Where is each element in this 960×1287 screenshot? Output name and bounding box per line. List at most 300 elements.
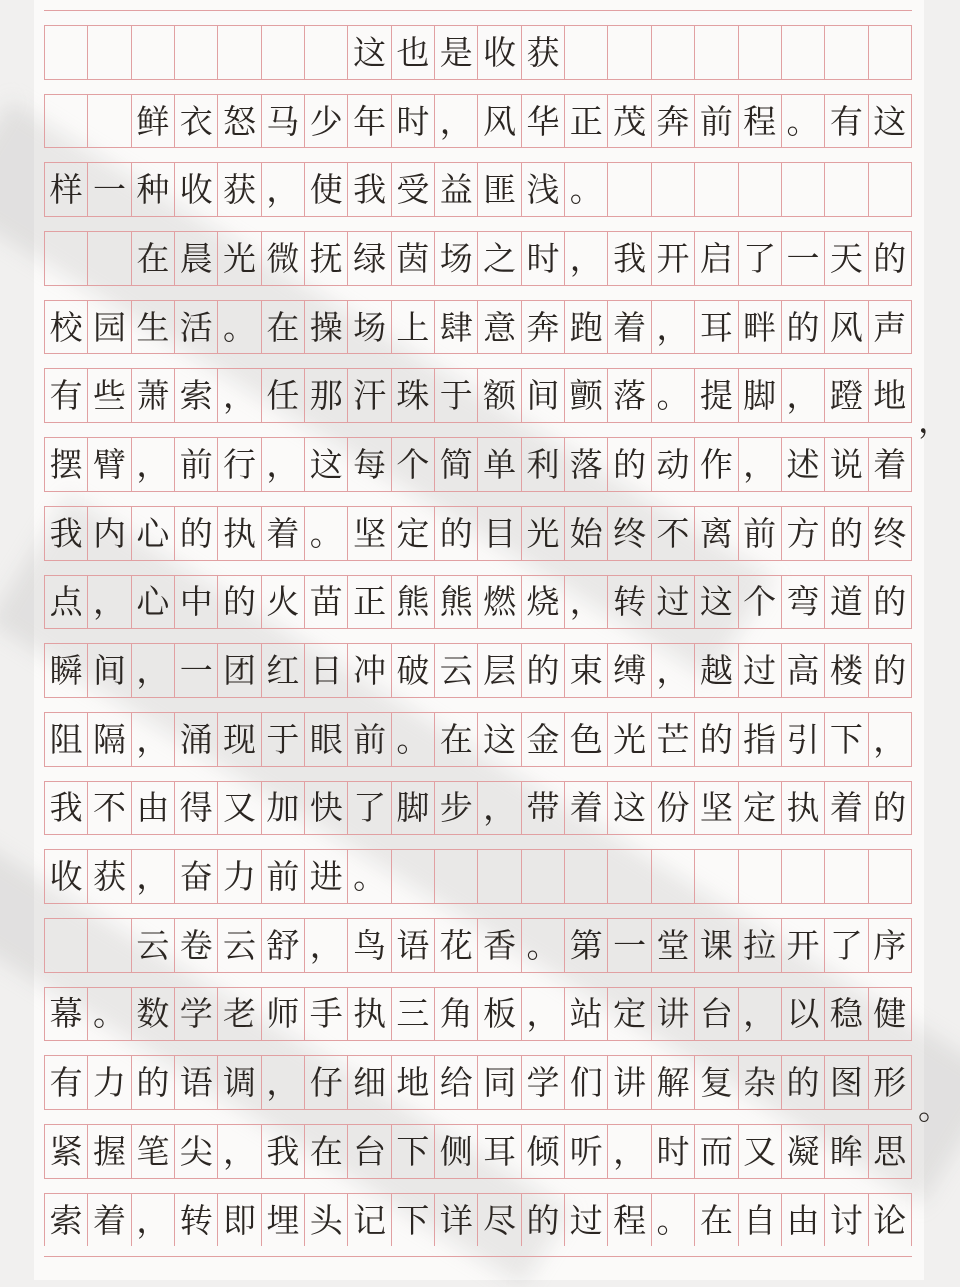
grid-cell: 楼 <box>825 644 868 697</box>
grid-cell: 自 <box>739 1194 782 1247</box>
row-separator-band <box>44 79 912 95</box>
grid-cell: 站 <box>565 988 608 1041</box>
grid-cell: 启 <box>695 232 738 285</box>
grid-cell: 记 <box>348 1194 391 1247</box>
text-row <box>44 697 912 766</box>
grid-cell: 萧 <box>132 369 175 422</box>
grid-cell: 越 <box>695 644 738 697</box>
grid-bottom-line <box>44 1256 912 1257</box>
grid-cell: 地 <box>869 369 912 422</box>
grid-cell: 获 <box>88 850 131 903</box>
grid-cell: 光 <box>218 232 261 285</box>
grid-cell: 老 <box>218 988 261 1041</box>
grid-cell: 份 <box>652 782 695 835</box>
grid-cell: 校 <box>45 301 88 354</box>
grid-cell: 力 <box>88 1056 131 1109</box>
grid-cell: 鸟 <box>348 919 391 972</box>
grid-cell: 。 <box>88 988 131 1041</box>
grid-cell: 畔 <box>739 301 782 354</box>
grid-cell: 语 <box>392 919 435 972</box>
grid-cell: 云 <box>435 644 478 697</box>
grid-cell <box>305 26 348 79</box>
grid-cell: 鲜 <box>132 95 175 148</box>
grid-cell: 瞬 <box>45 644 88 697</box>
grid-cell: 我 <box>348 163 391 216</box>
grid-cell: 坚 <box>695 782 738 835</box>
grid-cell: 的 <box>782 301 825 354</box>
grid-cell: 角 <box>435 988 478 1041</box>
grid-cell: 的 <box>869 232 912 285</box>
grid-cell: 埋 <box>262 1194 305 1247</box>
grid-cell: 华 <box>522 95 565 148</box>
grid-cell: 详 <box>435 1194 478 1247</box>
cell-strip <box>44 232 912 285</box>
grid-cell: 稳 <box>825 988 868 1041</box>
grid-cell: 索 <box>45 1194 88 1247</box>
grid-cell: 前 <box>739 507 782 560</box>
grid-cell: 眸 <box>825 1125 868 1178</box>
grid-cell: ， <box>739 988 782 1041</box>
grid-cell: 形 <box>869 1056 912 1109</box>
grid-cell: 开 <box>782 919 825 972</box>
grid-cell: 落 <box>608 369 651 422</box>
grid-cell <box>218 26 261 79</box>
cell-strip <box>44 1056 912 1109</box>
grid-cell: 金 <box>522 713 565 766</box>
row-separator-band <box>44 766 912 782</box>
grid-cell: 的 <box>522 644 565 697</box>
grid-cell: 快 <box>305 782 348 835</box>
cell-strip <box>44 163 912 216</box>
grid-cell <box>695 163 738 216</box>
grid-cell: 晨 <box>175 232 218 285</box>
grid-cell: 获 <box>218 163 261 216</box>
grid-cell: 也 <box>392 26 435 79</box>
grid-cell: 的 <box>695 713 738 766</box>
grid-cell: 给 <box>435 1056 478 1109</box>
grid-cell <box>825 26 868 79</box>
grid-cell: 。 <box>782 95 825 148</box>
grid-cell: 序 <box>869 919 912 972</box>
grid-cell: 讲 <box>608 1056 651 1109</box>
grid-cell: 高 <box>782 644 825 697</box>
grid-cell: 花 <box>435 919 478 972</box>
grid-cell: 个 <box>392 438 435 491</box>
grid-cell: 之 <box>478 232 521 285</box>
grid-cell: 述 <box>782 438 825 491</box>
grid-cell: 脚 <box>392 782 435 835</box>
grid-cell: 奋 <box>175 850 218 903</box>
grid-cell: 声 <box>869 301 912 354</box>
grid-cell: 台 <box>348 1125 391 1178</box>
cell-strip <box>44 1125 912 1178</box>
grid-cell: 板 <box>478 988 521 1041</box>
grid-cell: 时 <box>522 232 565 285</box>
grid-cell: 紧 <box>45 1125 88 1178</box>
grid-cell: 的 <box>218 576 261 629</box>
grid-cell: 尽 <box>478 1194 521 1247</box>
grid-cell: ， <box>435 95 478 148</box>
grid-cell: 每 <box>348 438 391 491</box>
grid-cell <box>652 26 695 79</box>
grid-cell: 中 <box>175 576 218 629</box>
grid-cell: 前 <box>348 713 391 766</box>
cell-strip <box>44 919 912 972</box>
grid-cell <box>88 919 131 972</box>
grid-cell: 任 <box>262 369 305 422</box>
grid-cell: 正 <box>348 576 391 629</box>
grid-cell: 团 <box>218 644 261 697</box>
grid-cell <box>652 163 695 216</box>
grid-cell: 了 <box>739 232 782 285</box>
grid-cell: ， <box>262 438 305 491</box>
grid-cell: 着 <box>825 782 868 835</box>
grid-cell: 园 <box>88 301 131 354</box>
grid-cell: 破 <box>392 644 435 697</box>
grid-cell: 云 <box>132 919 175 972</box>
grid-cell: 汗 <box>348 369 391 422</box>
grid-cell: 转 <box>175 1194 218 1247</box>
grid-cell: ， <box>739 438 782 491</box>
grid-cell: 第 <box>565 919 608 972</box>
grid-cell: 上 <box>392 301 435 354</box>
row-separator-band <box>44 491 912 507</box>
grid-cell: 。 <box>652 369 695 422</box>
grid-cell: 年 <box>348 95 391 148</box>
grid-cell: 力 <box>218 850 261 903</box>
grid-cell: ， <box>132 1194 175 1247</box>
grid-cell: 的 <box>782 1056 825 1109</box>
grid-cell: 开 <box>652 232 695 285</box>
grid-cell: 同 <box>478 1056 521 1109</box>
grid-cell: 那 <box>305 369 348 422</box>
grid-cell: 操 <box>305 301 348 354</box>
grid-cell <box>88 26 131 79</box>
grid-cell: 在 <box>262 301 305 354</box>
grid-cell: 些 <box>88 369 131 422</box>
grid-cell: 课 <box>695 919 738 972</box>
row-separator-band <box>44 972 912 988</box>
grid-cell: 烧 <box>522 576 565 629</box>
grid-cell: 于 <box>435 369 478 422</box>
grid-cell: ， <box>305 919 348 972</box>
grid-cell: 过 <box>565 1194 608 1247</box>
grid-cell: 的 <box>132 1056 175 1109</box>
grid-cell: 笔 <box>132 1125 175 1178</box>
cell-strip <box>44 507 912 560</box>
grid-cell: 下 <box>392 1125 435 1178</box>
grid-cell: 。 <box>305 507 348 560</box>
text-row <box>44 834 912 903</box>
grid-cell: 活 <box>175 301 218 354</box>
grid-cell: 的 <box>869 576 912 629</box>
grid-cell: 细 <box>348 1056 391 1109</box>
grid-cell: 着 <box>608 301 651 354</box>
composition-grid <box>44 10 912 1246</box>
grid-cell: 三 <box>392 988 435 1041</box>
grid-cell: 奔 <box>652 95 695 148</box>
grid-cell: 倾 <box>522 1125 565 1178</box>
grid-cell: 颤 <box>565 369 608 422</box>
grid-cell: 抚 <box>305 232 348 285</box>
grid-cell <box>45 26 88 79</box>
grid-cell: 们 <box>565 1056 608 1109</box>
grid-cell: 着 <box>869 438 912 491</box>
grid-cell: 有 <box>45 1056 88 1109</box>
grid-cell: 耳 <box>478 1125 521 1178</box>
grid-cell: 日 <box>305 644 348 697</box>
cell-strip <box>44 644 912 697</box>
grid-cell <box>739 850 782 903</box>
grid-cell <box>608 850 651 903</box>
text-row <box>44 628 912 697</box>
grid-cell: 我 <box>262 1125 305 1178</box>
grid-cell: ， <box>565 576 608 629</box>
row-separator-band <box>44 285 912 301</box>
grid-cell: 天 <box>825 232 868 285</box>
grid-cell: 以 <box>782 988 825 1041</box>
grid-cell: 马 <box>262 95 305 148</box>
text-row <box>44 903 912 972</box>
grid-cell: 耳 <box>695 301 738 354</box>
text-row <box>44 972 912 1041</box>
grid-cell: 这 <box>695 576 738 629</box>
grid-cell: 。 <box>652 1194 695 1247</box>
grid-cell: ， <box>652 301 695 354</box>
grid-cell: 色 <box>565 713 608 766</box>
text-row <box>44 1040 912 1109</box>
grid-cell: 得 <box>175 782 218 835</box>
text-row <box>44 353 912 422</box>
grid-cell: 额 <box>478 369 521 422</box>
grid-cell: 臂 <box>88 438 131 491</box>
grid-cell <box>608 26 651 79</box>
grid-cell: 我 <box>45 507 88 560</box>
grid-cell: ， <box>88 576 131 629</box>
grid-cell: 燃 <box>478 576 521 629</box>
grid-cell: 个 <box>739 576 782 629</box>
grid-cell: 着 <box>88 1194 131 1247</box>
row-separator-band <box>44 147 912 163</box>
grid-cell: 程 <box>608 1194 651 1247</box>
grid-cell: 堂 <box>652 919 695 972</box>
grid-cell: 了 <box>348 782 391 835</box>
grid-cell: 隔 <box>88 713 131 766</box>
grid-cell: 卷 <box>175 919 218 972</box>
grid-cell: 台 <box>695 988 738 1041</box>
grid-cell <box>132 26 175 79</box>
grid-cell: 这 <box>478 713 521 766</box>
grid-cell: 的 <box>869 644 912 697</box>
grid-cell: ， <box>652 644 695 697</box>
grid-cell: 收 <box>175 163 218 216</box>
grid-cell: 时 <box>392 95 435 148</box>
grid-cell: 图 <box>825 1056 868 1109</box>
grid-cell <box>782 26 825 79</box>
grid-cell: 芒 <box>652 713 695 766</box>
cell-strip <box>44 713 912 766</box>
grid-cell: 茵 <box>392 232 435 285</box>
grid-cell: 层 <box>478 644 521 697</box>
grid-cell <box>825 163 868 216</box>
grid-cell: 受 <box>392 163 435 216</box>
grid-cell: 由 <box>782 1194 825 1247</box>
grid-cell: 浅 <box>522 163 565 216</box>
grid-cell: 下 <box>392 1194 435 1247</box>
grid-cell: 地 <box>392 1056 435 1109</box>
grid-cell: 束 <box>565 644 608 697</box>
grid-cell: 茂 <box>608 95 651 148</box>
grid-cell: 数 <box>132 988 175 1041</box>
grid-cell: 执 <box>218 507 261 560</box>
grid-cell: 心 <box>132 576 175 629</box>
cell-strip <box>44 1194 912 1247</box>
grid-cell: 又 <box>739 1125 782 1178</box>
grid-cell: 是 <box>435 26 478 79</box>
grid-cell: 现 <box>218 713 261 766</box>
title-row <box>44 10 912 79</box>
grid-cell: ， <box>218 1125 261 1178</box>
grid-cell: 光 <box>522 507 565 560</box>
grid-cell: 程 <box>739 95 782 148</box>
cell-strip <box>44 438 912 491</box>
cell-strip <box>44 576 912 629</box>
grid-cell: 着 <box>565 782 608 835</box>
grid-cell: 讲 <box>652 988 695 1041</box>
grid-cell: 转 <box>608 576 651 629</box>
grid-cell <box>869 850 912 903</box>
grid-cell: 在 <box>305 1125 348 1178</box>
cell-strip <box>44 369 912 422</box>
grid-cell: 。 <box>392 713 435 766</box>
grid-cell: ， <box>869 713 912 766</box>
grid-cell: 香 <box>478 919 521 972</box>
grid-cell: 意 <box>478 301 521 354</box>
grid-cell: 在 <box>435 713 478 766</box>
grid-cell: 微 <box>262 232 305 285</box>
grid-cell: 。 <box>565 163 608 216</box>
grid-cell: 动 <box>652 438 695 491</box>
grid-cell: ， <box>132 644 175 697</box>
grid-cell: ， <box>132 438 175 491</box>
grid-cell: 利 <box>522 438 565 491</box>
grid-cell <box>869 163 912 216</box>
grid-cell: 这 <box>869 95 912 148</box>
grid-cell: 思 <box>869 1125 912 1178</box>
grid-cell: 下 <box>825 713 868 766</box>
row-separator-band <box>44 353 912 369</box>
grid-cell: ， <box>132 850 175 903</box>
grid-cell: 熊 <box>435 576 478 629</box>
grid-cell <box>565 26 608 79</box>
grid-cell: 场 <box>435 232 478 285</box>
row-separator-band <box>44 1178 912 1194</box>
grid-cell: 冲 <box>348 644 391 697</box>
row-separator-band <box>44 697 912 713</box>
text-row <box>44 1109 912 1178</box>
grid-cell: 又 <box>218 782 261 835</box>
grid-cell: 语 <box>175 1056 218 1109</box>
grid-cell: 这 <box>348 26 391 79</box>
grid-cell: 步 <box>435 782 478 835</box>
grid-cell: 弯 <box>782 576 825 629</box>
row-separator-band <box>44 422 912 438</box>
grid-cell: 场 <box>348 301 391 354</box>
grid-cell: 获 <box>522 26 565 79</box>
grid-cell: 头 <box>305 1194 348 1247</box>
grid-cell: 跑 <box>565 301 608 354</box>
grid-cell: 拉 <box>739 919 782 972</box>
row-separator-band <box>44 834 912 850</box>
row-separator-band <box>44 216 912 232</box>
grid-cell: 方 <box>782 507 825 560</box>
grid-cell: 舒 <box>262 919 305 972</box>
grid-cell: 引 <box>782 713 825 766</box>
grid-cell: 内 <box>88 507 131 560</box>
grid-cell <box>782 163 825 216</box>
grid-cell: 阻 <box>45 713 88 766</box>
grid-cell <box>175 26 218 79</box>
grid-cell: 仔 <box>305 1056 348 1109</box>
grid-cell <box>522 850 565 903</box>
grid-cell: 的 <box>522 1194 565 1247</box>
grid-cell: 执 <box>348 988 391 1041</box>
text-row <box>44 1178 912 1247</box>
grid-cell: 加 <box>262 782 305 835</box>
grid-cell: 进 <box>305 850 348 903</box>
grid-cell <box>45 95 88 148</box>
grid-cell: 听 <box>565 1125 608 1178</box>
overflow-punctuation: 。 <box>918 1088 951 1127</box>
grid-cell: 落 <box>565 438 608 491</box>
grid-cell <box>392 850 435 903</box>
grid-cell <box>262 26 305 79</box>
grid-cell: 缚 <box>608 644 651 697</box>
grid-cell: 行 <box>218 438 261 491</box>
grid-cell: 在 <box>132 232 175 285</box>
grid-cell: 学 <box>175 988 218 1041</box>
grid-cell: 。 <box>218 301 261 354</box>
row-separator-band <box>44 628 912 644</box>
grid-cell: 过 <box>739 644 782 697</box>
grid-cell: 提 <box>695 369 738 422</box>
grid-cell: 坚 <box>348 507 391 560</box>
grid-cell: 带 <box>522 782 565 835</box>
grid-cell: 手 <box>305 988 348 1041</box>
grid-cell: 复 <box>695 1056 738 1109</box>
grid-cell: 衣 <box>175 95 218 148</box>
grid-cell: 解 <box>652 1056 695 1109</box>
grid-cell: ， <box>478 782 521 835</box>
overflow-punctuation: ， <box>918 401 951 440</box>
grid-cell: 的 <box>175 507 218 560</box>
text-row <box>44 79 912 148</box>
grid-cell: 心 <box>132 507 175 560</box>
grid-cell: 怒 <box>218 95 261 148</box>
text-row <box>44 147 912 216</box>
grid-cell: 指 <box>739 713 782 766</box>
grid-cell: 调 <box>218 1056 261 1109</box>
grid-cell: 的 <box>825 507 868 560</box>
grid-cell: 握 <box>88 1125 131 1178</box>
grid-cell: 不 <box>88 782 131 835</box>
grid-cell: ， <box>218 369 261 422</box>
grid-cell: 着 <box>262 507 305 560</box>
grid-cell: 离 <box>695 507 738 560</box>
grid-cell: 侧 <box>435 1125 478 1178</box>
grid-cell: ， <box>262 163 305 216</box>
grid-cell: 云 <box>218 919 261 972</box>
